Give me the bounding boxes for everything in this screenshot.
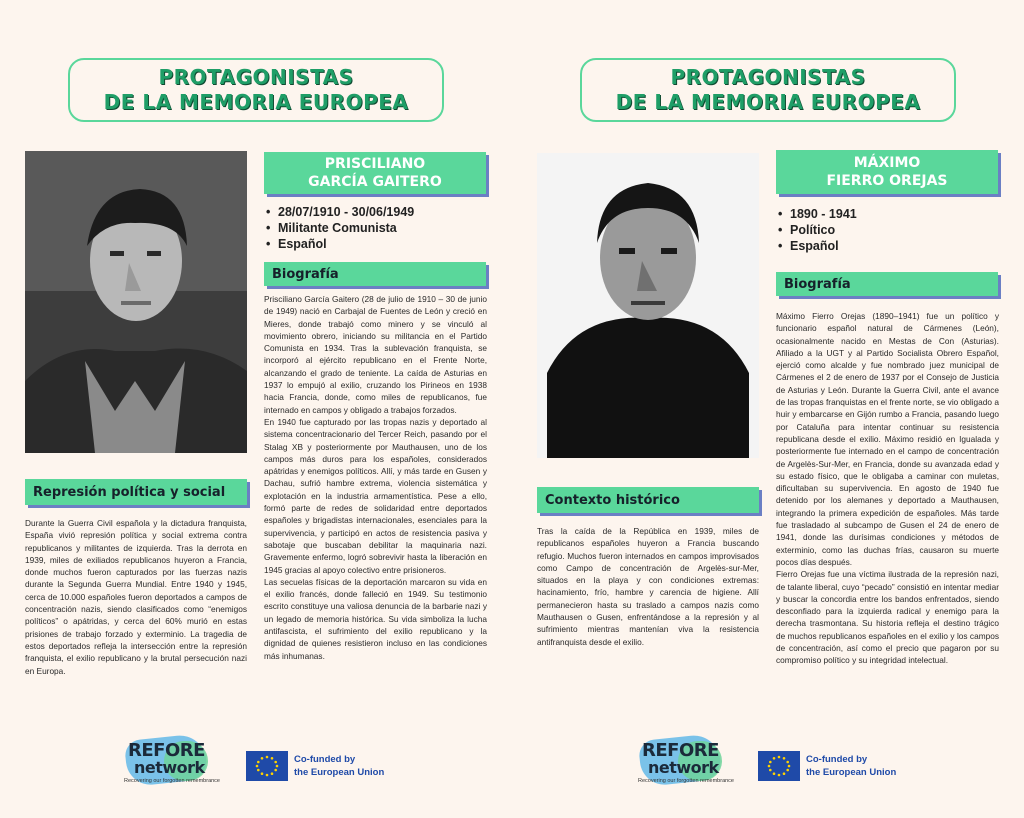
fact-role: • Político <box>778 222 998 238</box>
title-line-2: DE LA MEMORIA EUROPEA <box>615 90 921 114</box>
title-line-1: PROTAGONISTAS <box>670 65 866 89</box>
biography-title: Biografía <box>784 276 851 292</box>
eu-line-1: Co-funded by <box>806 754 868 765</box>
fact-role: • Militante Comunista <box>266 220 486 236</box>
eu-line-2: the European Union <box>294 767 385 778</box>
bio-paragraph: Máximo Fierro Orejas (1890–1941) fue un político y funcionario español natural de Cármenes (León), ocasionalmente nacido en Mestas de Con (Asturias). Afiliado a la UGT y al Partido Socialista Obrero Español, ejerció como alcalde y fue nombrado juez municipal de Cármenes el 2 de enero de 1937 por el Consejo de Justicia de Asturias y León. Durante la Guerra Civil, ante el avance de las tropas franquistas en el frente norte, se vio obligado a huir y embarcarse en Gijón rumbo a Francia, pasando luego por Cataluña para intentar continuar su resistencia republicana desde el exilio. Máximo residió en Igualada y posteriormente fue internado en el campo de concentración de Argelès-Sur-Mer, en Francia, donde su avanzada edad y su estado físico, que le obligaba a caminar con muletas, dificultaban su supervivencia. En agosto de 1940 fue detenido por los alemanes y deportado a Mauthausen, integrando la primera expedición de españoles. Más tarde fue trasladado al subcampo de Gusen el 24 de enero de 1941, donde las durísimas condiciones y métodos de exterminio, como las duchas frías, causaron su muerte pocos días después. <box>776 311 999 567</box>
logo-tagline: Recovering our forgotten remembrance <box>638 778 734 784</box>
logo-word-network: network <box>648 758 719 777</box>
context-paragraph: Tras la caída de la República en 1939, miles de republicanos españoles huyeron a Francia buscando refugio. Muchos fueron internados en campos improvisados como Campo de concentración de Argelès-sur-Mer, situados en la playa y con condiciones extremas: hacinamiento, frío, hambre y carencia de higiene. Allí permanecieron hasta su traslado a campos nazis como Mauthausen o Gusen, enfrentándose a la represión y al sufrimiento mientras mantenían viva la resistencia antifranquista desde el exilio. <box>537 526 759 647</box>
fact-dates: • 28/07/1910 - 30/06/1949 <box>266 204 486 220</box>
bio-paragraph: Prisciliano García Gaitero (28 de julio de 1910 – 30 de junio de 1949) nació en Carbajal de Fuentes de León y creció en Mieres, donde trabajó como minero y se vinculó al movimiento obrero, iniciando su militancia en el Partido Comunista en 1934. Tras la sublevación franquista, se incorporó al ejército republicano en el Frente Norte, alcanzando el grado de teniente. La caída de Asturias en 1937 lo empujó al exilio, cruzando los Pirineos en 1938 hacia Francia, donde, como miles de republicanos, fue internado en campos y obligado a trabajos forzados. <box>264 294 487 415</box>
portrait-photo <box>25 151 247 453</box>
bio-paragraph: Fierro Orejas fue una víctima ilustrada de la represión nazi, de talante liberal, cuyo “pecado” consistió en intentar mediar y buscar la concordia entre los bandos enfrentados, siendo desconfiado para la izquierda radical y enemigo para la derecha trasmontana. Su historia refleja el destino trágico de muchos republicanos españoles en el exilio y los campos de concentración, así como el precio que pagaron por su compromiso político y su integridad intelectual. <box>776 569 999 666</box>
context-heading <box>537 487 759 513</box>
refore-logo <box>118 735 218 791</box>
biography-heading <box>264 262 486 286</box>
eu-flag-icon <box>246 751 288 781</box>
logo-word-refore: REFORE <box>128 740 205 761</box>
eu-text <box>294 753 384 779</box>
context-title: Represión política y social <box>33 484 226 500</box>
person-facts <box>778 206 998 254</box>
context-paragraph: Durante la Guerra Civil española y la dictadura franquista, España vivió represión política y social extrema contra republicanos y militantes de izquierda. Tras la derrota en 1939, miles de exiliados republicanos huyeron a Francia, donde muchos fueron capturados por las fuerzas nazis durante la Segunda Guerra Mundial. Entre 1940 y 1945, cerca de 10.000 españoles fueron deportados a campos de concentración nazis, siendo clasificados como “enemigos políticos” o apátridas, y cerca del 60% murió en estas prisiones de trabajo forzado y exterminio. La tragedia de estos deportados refleja la intersección entre la represión franquista, el exilio republicano y la brutal persecución nazi en Europa. <box>25 518 247 676</box>
title-line-2: DE LA MEMORIA EUROPEA <box>103 90 409 114</box>
eu-line-2: the European Union <box>806 767 897 778</box>
person-facts <box>266 204 486 252</box>
last-name: GARCÍA GAITERO <box>308 174 442 190</box>
bio-paragraph: Las secuelas físicas de la deportación marcaron su vida en el exilio francés, donde falleció en 1949. Su testimonio escrito constituye una valiosa denuncia de la barbarie nazi y un legado de memoria histórica. Su vida simboliza la lucha antifascista, el sufrimiento del exilio republicano y la dignidad de quienes resistieron incluso en las condiciones más inhumanas. <box>264 576 487 661</box>
fact-dates: • 1890 - 1941 <box>778 206 998 222</box>
eu-text <box>806 753 896 779</box>
biography-heading <box>776 272 998 296</box>
biography-text <box>264 293 487 662</box>
person-name-box <box>264 152 486 194</box>
context-heading <box>25 479 247 505</box>
context-title: Contexto histórico <box>545 492 680 508</box>
first-name: PRISCILIANO <box>324 156 426 172</box>
eu-flag-icon <box>758 751 800 781</box>
logo-word-network: network <box>134 758 205 777</box>
context-text <box>25 517 247 677</box>
last-name: FIERRO OREJAS <box>826 173 948 189</box>
biography-text <box>776 310 999 667</box>
right-panel <box>512 0 1024 818</box>
fact-nationality: • Español <box>778 238 998 254</box>
person-name-box <box>776 150 998 194</box>
portrait-photo <box>537 153 759 458</box>
eu-cofunded-badge <box>246 750 384 782</box>
context-text <box>537 525 759 648</box>
first-name: MÁXIMO <box>853 155 921 171</box>
bio-paragraph: En 1940 fue capturado por las tropas nazis y deportado al sistema concentracionario del Tercer Reich, pasando por el Stalag XB y posteriormente por Mauthausen, uno de los campos más duros para los españoles, considerados apátridas y enemigos políticos. Allí, y más tarde en Gusen y Dachau, sufrió hambre extrema, violencia sistemática y explotación en la industria armamentística. Pese a ello, formó parte de redes de solidaridad entre deportados españoles y brigadistas internacionales, esenciales para la supervivencia, y participó en actos de resistencia pasiva y sabotaje que buscaban debilitar la maquinaria nazi. Gravemente enfermo, logró sobrevivir hasta la liberación en 1945 gracias al apoyo colectivo entre prisioneros. <box>264 416 487 575</box>
logo-tagline: Recovering our forgotten remembrance <box>124 778 220 784</box>
page-title <box>68 58 444 122</box>
eu-line-1: Co-funded by <box>294 754 356 765</box>
title-line-1: PROTAGONISTAS <box>158 65 354 89</box>
eu-cofunded-badge <box>758 750 896 782</box>
refore-logo <box>632 735 732 791</box>
biography-title: Biografía <box>272 266 339 282</box>
page-title <box>580 58 956 122</box>
logo-word-refore: REFORE <box>642 740 719 761</box>
fact-nationality: • Español <box>266 236 486 252</box>
